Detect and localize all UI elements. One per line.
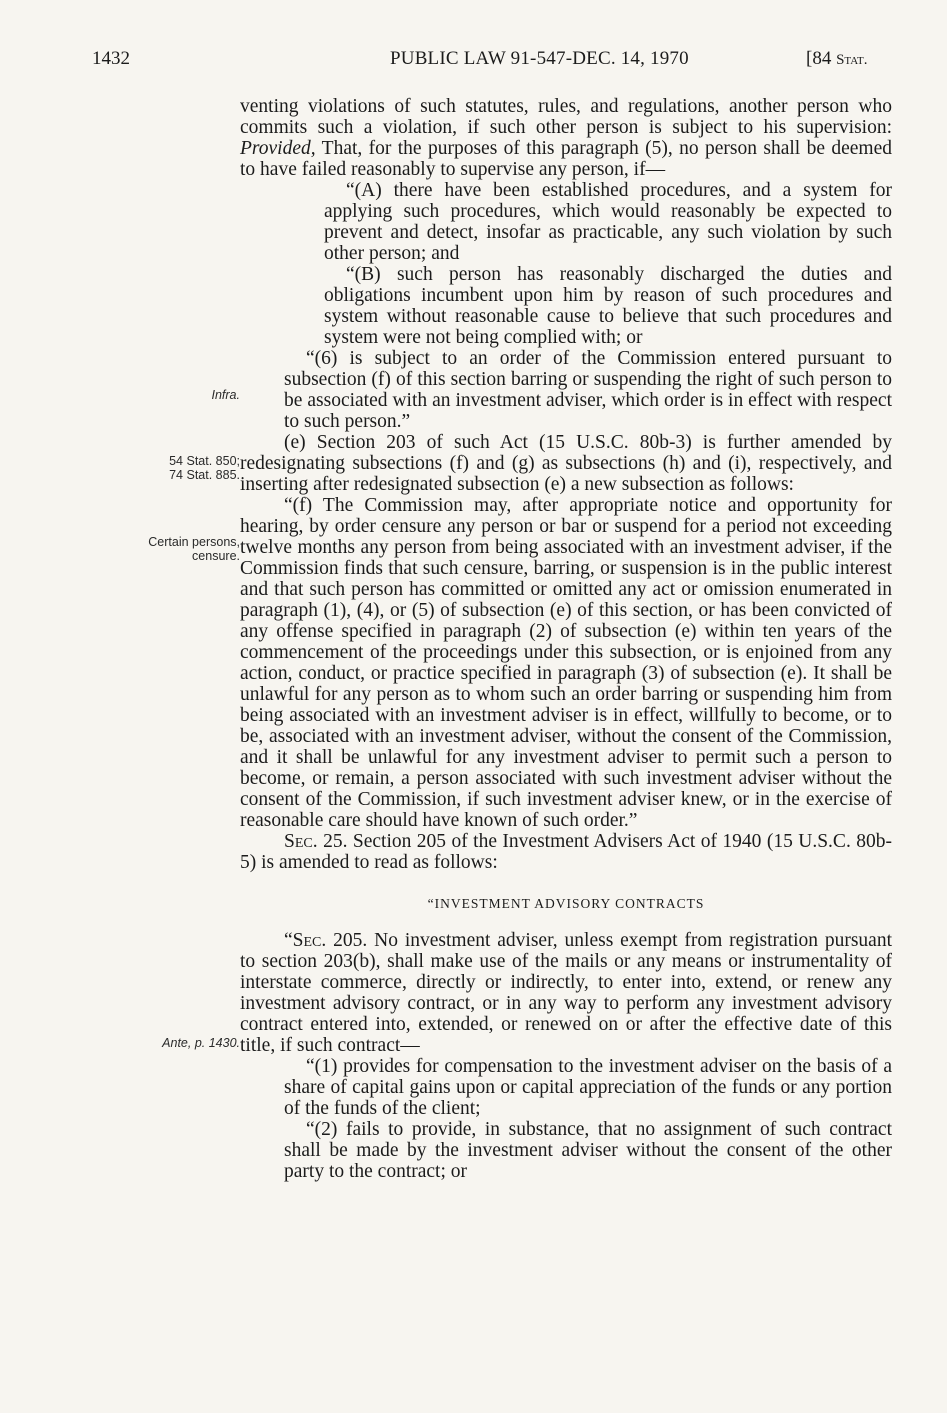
subparagraph-a: “(A) there have been established procedures, and a system for applying such procedures, which would reasonably be expected to prevent and detect, insofar as practicable, any such violation by such other person; and — [324, 180, 892, 264]
stat-word: Stat. — [836, 52, 868, 68]
page-number: 1432 — [92, 48, 130, 69]
margin-note-censure-2: censure. — [192, 549, 240, 563]
paragraph-6: “(6) is subject to an order of the Commission entered pursuant to subsection (f) of this section barring or suspending the right of such person to be associated with an investment adviser, which order is in effect with respect to such person.” — [284, 348, 892, 432]
margin-note-ante: Ante, p. 1430. — [162, 1036, 240, 1050]
sec-25-text: 25. Section 205 of the Investment Advisers Act of 1940 (15 U.S.C. 80b-5) is amended to read as follows: — [240, 831, 892, 873]
margin-note-censure-1: Certain persons, — [148, 535, 240, 549]
margin-note-stat-ref-2: 74 Stat. 885. — [169, 468, 240, 482]
sec-205-label: “Sec. — [284, 930, 327, 951]
paragraph-5-continuation — [240, 96, 892, 180]
section-25 — [240, 831, 892, 873]
statute-body — [240, 96, 892, 1182]
p1-text: venting violations of such statutes, rules, and regulations, another person who commits such a violation, if such other person is subject to his supervision: — [240, 96, 892, 138]
subparagraph-b: “(B) such person has reasonably discharged the duties and obligations incumbent upon him by reason of such procedures and system without reasonable cause to believe that such procedures and system were not being complied with; or — [324, 264, 892, 348]
clause-2: “(2) fails to provide, in substance, that no assignment of such contract shall be made by the investment adviser without the consent of the other party to the contract; or — [284, 1119, 892, 1182]
margin-note-infra: Infra. — [211, 388, 240, 402]
sec-205-text: 205. No investment adviser, unless exempt from registration pursuant to section 203(b), shall make use of the mails or any means or instrumentality of interstate commerce, directly or indirectly, to enter into, extend, or renew any investment advisory contract, or in any way to perform any investment advisory contract entered into, extended, or renewed on or after the effective date of this title, if such contract— — [240, 930, 893, 1056]
statute-reference — [806, 48, 867, 70]
margin-note-stat-ref-1: 54 Stat. 850; — [169, 454, 240, 468]
section-205 — [240, 930, 892, 1056]
page-header — [0, 48, 947, 78]
subsection-f: “(f) The Commission may, after appropriate notice and opportunity for hearing, by order censure any person or bar or suspend for a period not exceeding twelve months any person from being associated with an investment adviser, if the Commission finds that such censure, barring, or suspension is in the public interest and that such person has committed or omitted any act or omission enumerated in paragraph (1), (4), or (5) of subsection (e) of this section, or has been convicted of any offense specified in paragraph (2) of subsection (e) within ten years of the commencement of the proceedings under this subsection, or is enjoined from any action, conduct, or practice specified in paragraph (3) of subsection (e). It shall be unlawful for any person as to whom such an order barring or suspending him from being associated with an investment adviser is in effect, willfully to become, or to be, associated with an investment adviser, without the consent of the Commission, and it shall be unlawful for any investment adviser to permit such a person to become, or remain, a person associated with such investment adviser without the consent of the Commission, if such investment adviser knew, or in the exercise of reasonable care should have known of such order.” — [240, 495, 892, 831]
clause-1: “(1) provides for compensation to the investment adviser on the basis of a share of capital gains upon or capital appreciation of the funds or any portion of the funds of the client; — [284, 1056, 892, 1119]
running-title: PUBLIC LAW 91-547-DEC. 14, 1970 — [390, 48, 689, 69]
stat-open: [84 — [806, 48, 837, 69]
sec-25-label: Sec. — [284, 831, 318, 852]
p1-rest: That, for the purposes of this paragraph (5), no person shall be deemed to have failed reasonably to supervise any person, if— — [240, 138, 892, 180]
provided-word: Provided, — [240, 138, 316, 159]
section-heading: “INVESTMENT ADVISORY CONTRACTS — [427, 896, 705, 911]
section-e-amendment: (e) Section 203 of such Act (15 U.S.C. 80b-3) is further amended by redesignating subsections (f) and (g) as subsections (h) and (i), respectively, and inserting after redesignated subsection (e) a new subsection as follows: — [240, 432, 892, 495]
